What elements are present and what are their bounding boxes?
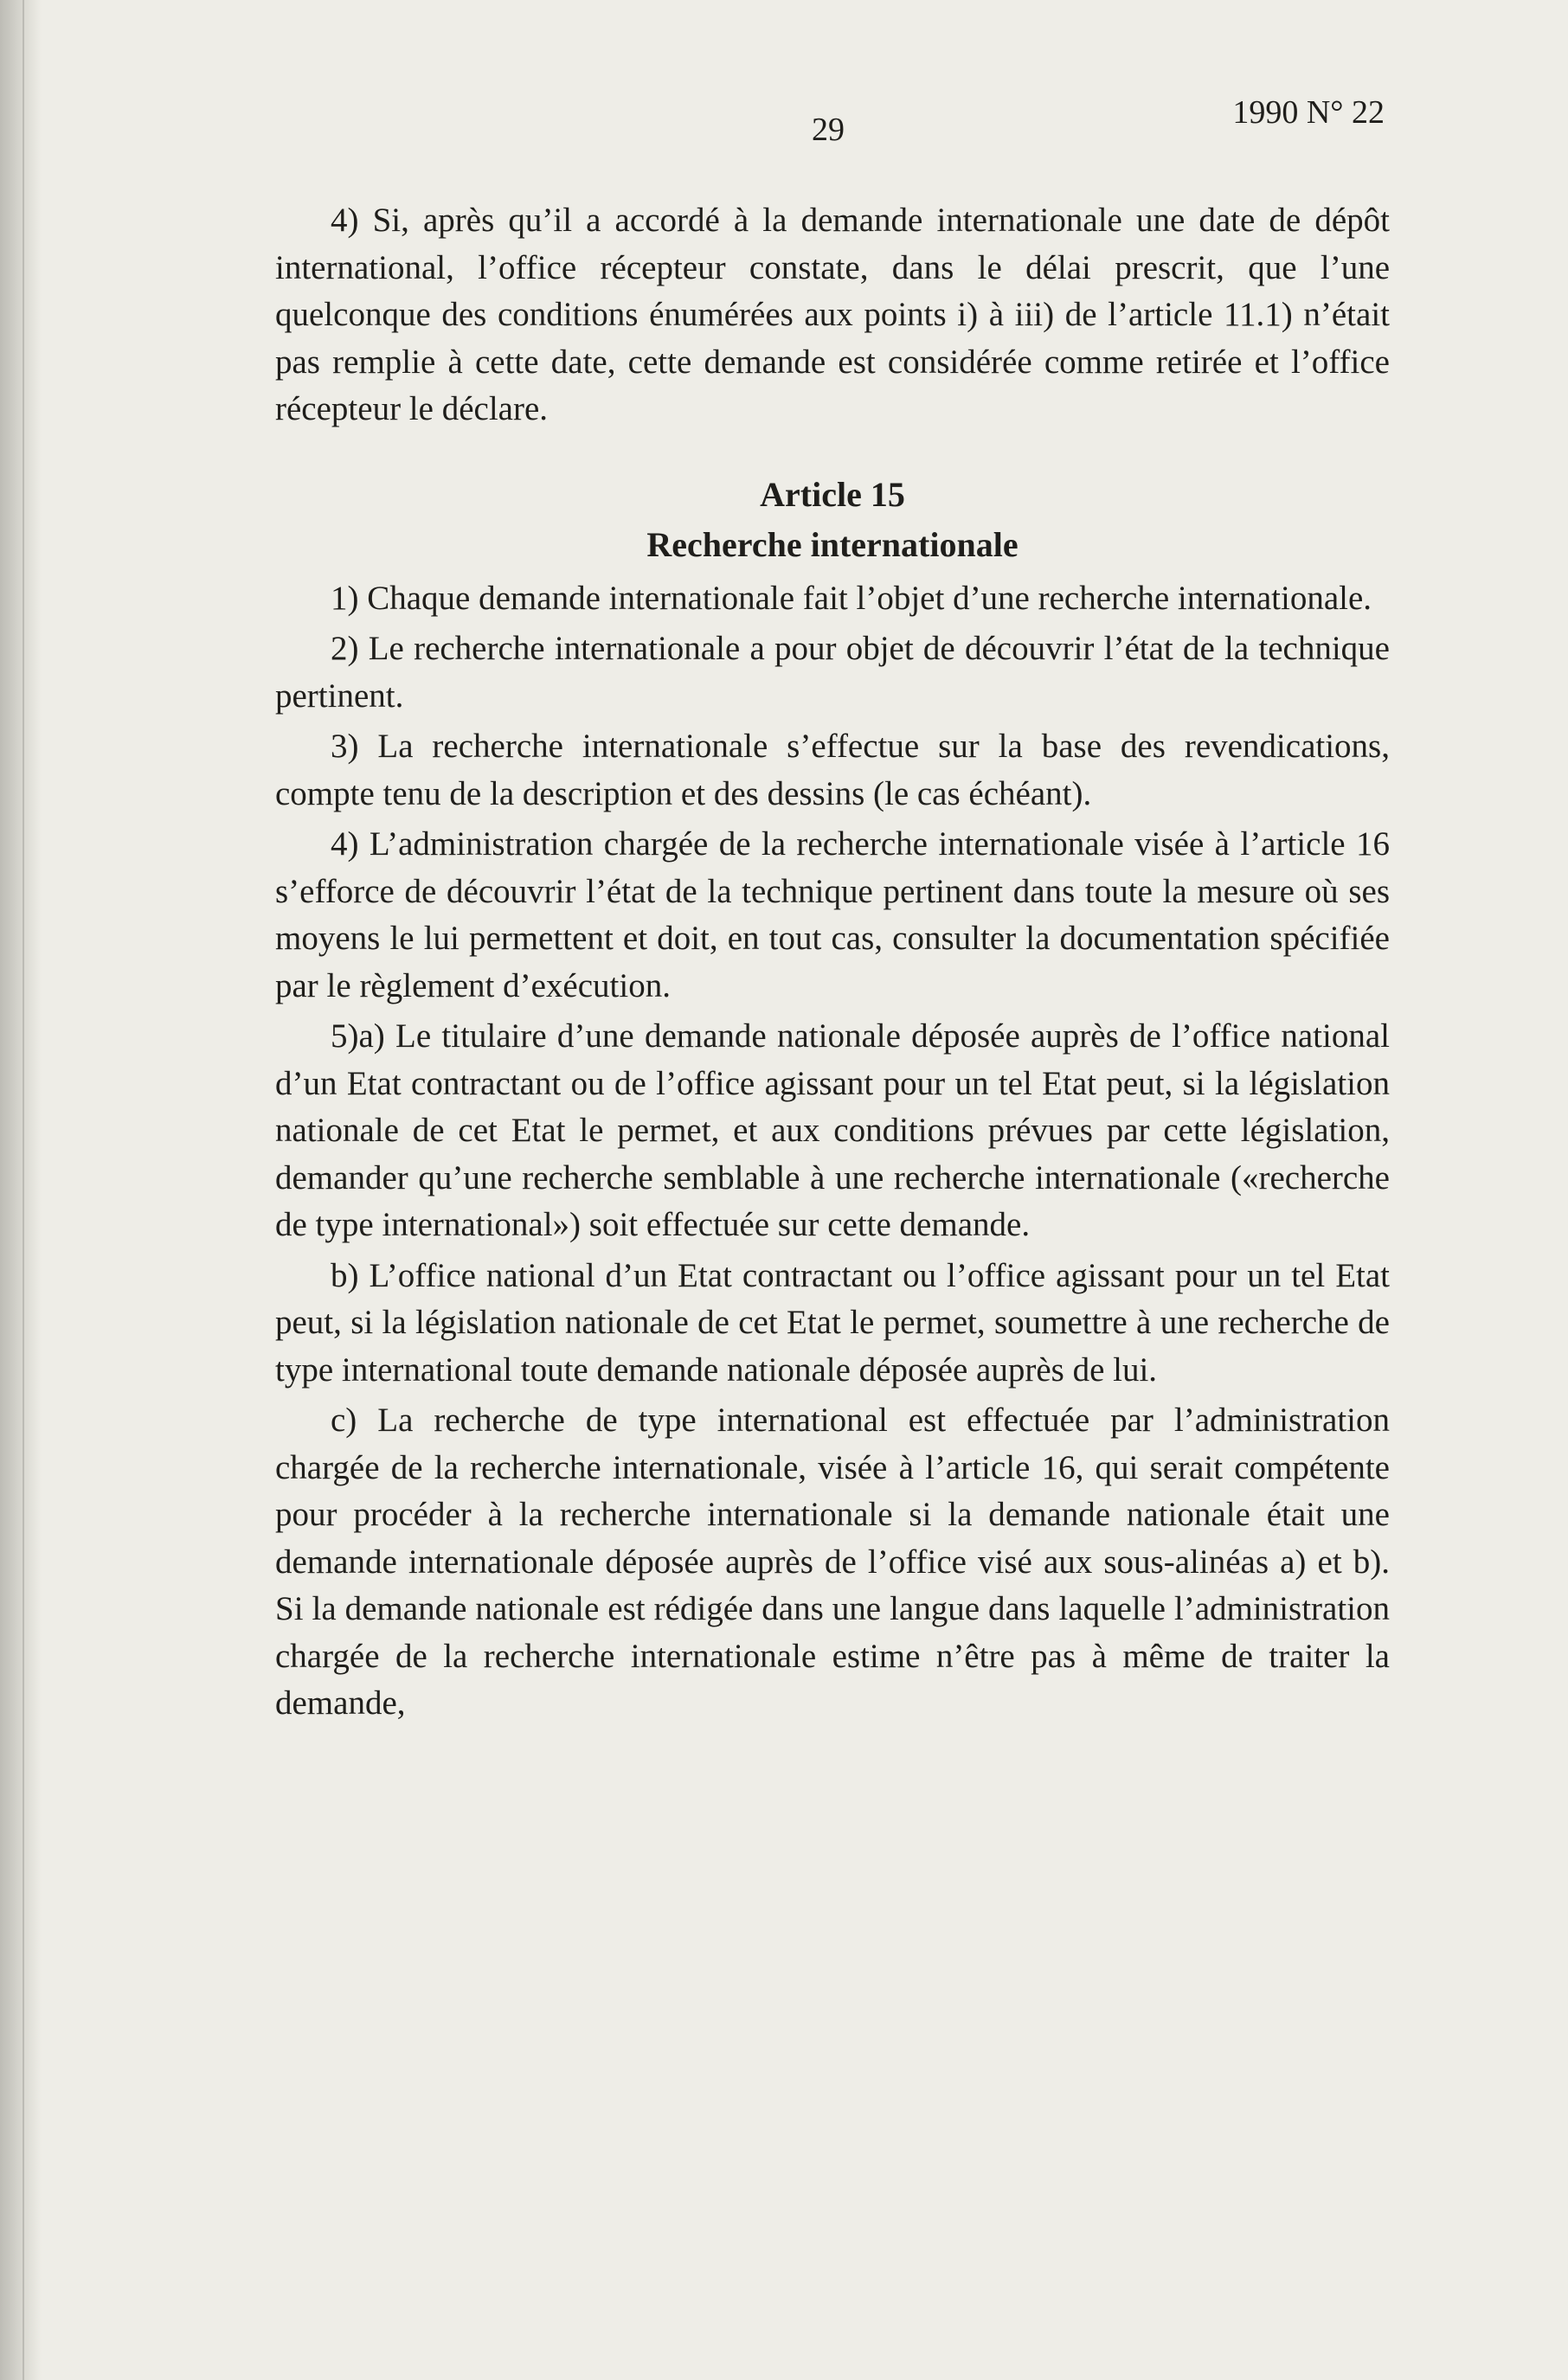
- page-number: 29: [812, 112, 845, 148]
- running-header: [277, 93, 1385, 148]
- paragraph-4: 4) L’administration chargée de la recherche internationale visée à l’article 16 s’efforce de découvrir l’état de la technique pertinent dans toute la mesure où ses moyens le lui permettent et doit, en tout cas, consulter la documentation spécifiée par le règlement d’exécution.: [275, 825, 1390, 1004]
- paragraph-5c: c) La recherche de type international est effectuée par l’administration chargée de la recherche internationale, visée à l’article 16, qui serait compétente pour procéder à la recherche internationale si la demande nationale était une demande internationale déposée auprès de l’office visé aux sous-alinéas a) et b). Si la demande nationale est rédigée dans une langue dans laquelle l’administration chargée de la recherche internationale estime n’être pas à même de traiter la demande,: [275, 1402, 1390, 1722]
- binding-edge: [22, 0, 24, 2380]
- article-title: Recherche internationale: [646, 524, 1019, 564]
- paragraph-2: 2) Le recherche internationale a pour objet de découvrir l’état de la technique pertinent.: [275, 630, 1390, 715]
- paragraph-4-intro: 4) Si, après qu’il a accordé à la demande internationale une date de dépôt international, l’office récepteur constate, dans le délai prescrit, que l’une quelconque des conditions énumérées aux points i) à iii) de l’article 11.1) n’était pas remplie à cette date, cette demande est considérée comme retirée et l’office récepteur le déclare.: [275, 202, 1390, 427]
- paragraph-1: 1) Chaque demande internationale fait l’objet d’une recherche internationale.: [331, 579, 1372, 617]
- binding-shadow: [0, 0, 42, 2380]
- article-number: Article 15: [760, 474, 905, 514]
- paragraph-5b: b) L’office national d’un Etat contractant ou l’office agissant pour un tel Etat peut, si la législation nationale de cet Etat le permet, soumettre à une recherche de type international toute demande nationale déposée auprès de lui.: [275, 1256, 1390, 1389]
- issue-reference: 1990 N° 22: [1232, 94, 1385, 131]
- paragraph-5a: 5)a) Le titulaire d’une demande nationale déposée auprès de l’office national d’un Etat contractant ou de l’office agissant pour un tel Etat peut, si la législation nationale de cet Etat le permet, et aux conditions prévues par cette législation, demander qu’une recherche semblable à une recherche internationale («recherche de type international») soit effectuée sur cette demande.: [275, 1017, 1390, 1243]
- paragraph-3: 3) La recherche internationale s’effectue sur la base des revendications, compte tenu de la description et des dessins (le cas échéant).: [275, 728, 1390, 812]
- body-text: [275, 197, 1390, 1731]
